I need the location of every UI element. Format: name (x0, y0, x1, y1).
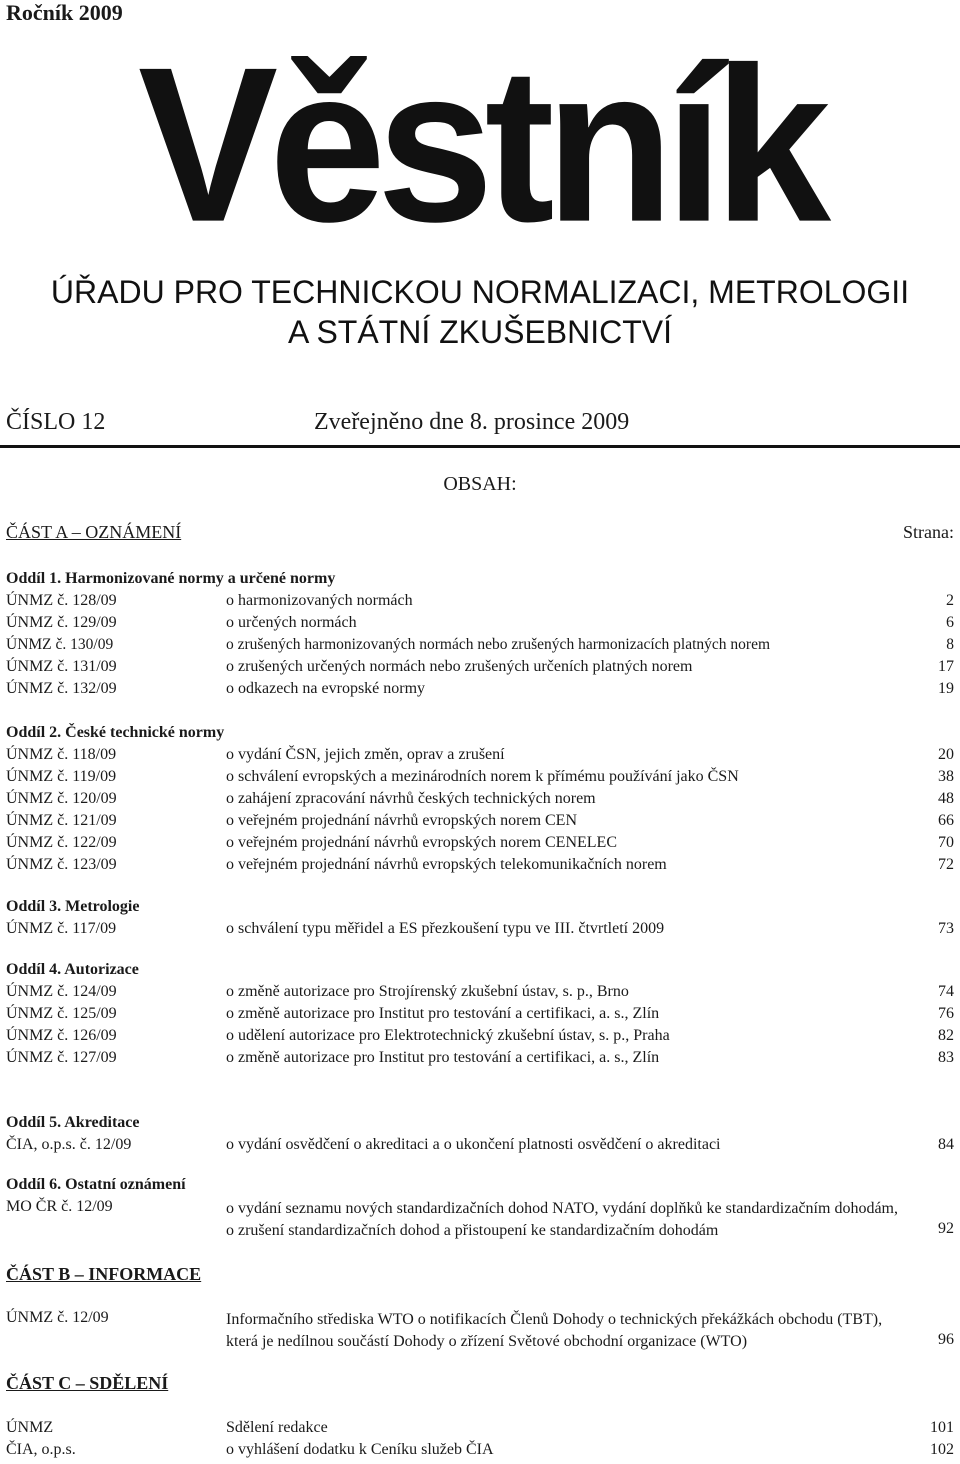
toc-ref: ÚNMZ č. 124/09 (6, 983, 117, 1000)
toc-row[interactable] (6, 1005, 954, 1027)
section-3-heading: Oddíl 3. Metrologie (6, 898, 140, 915)
toc-page: 66 (938, 812, 954, 829)
toc-ref: ÚNMZ č. 128/09 (6, 592, 117, 609)
toc-row[interactable] (6, 1136, 954, 1158)
toc-row[interactable] (6, 856, 954, 878)
office-title (0, 272, 960, 352)
toc-desc: o vydání ČSN, jejich změn, oprav a zrušení (226, 746, 505, 763)
toc-row[interactable] (6, 746, 954, 768)
toc-row[interactable] (6, 834, 954, 856)
toc-page: 6 (946, 614, 954, 631)
page-column-label: Strana: (903, 522, 954, 542)
toc-page: 38 (938, 768, 954, 785)
toc-row[interactable] (6, 812, 954, 834)
toc-desc: Sdělení redakce (226, 1419, 328, 1436)
toc-desc: o určených normách (226, 614, 357, 631)
toc-ref: ČIA, o.p.s. č. 12/09 (6, 1136, 132, 1153)
toc-row[interactable] (6, 1441, 954, 1463)
toc-ref: ÚNMZ č. 130/09 (6, 636, 114, 653)
toc-page: 96 (938, 1331, 954, 1348)
toc-ref: ÚNMZ č. 126/09 (6, 1027, 117, 1044)
toc-page: 84 (938, 1136, 954, 1153)
toc-ref: ÚNMZ č. 125/09 (6, 1005, 117, 1022)
toc-desc: o zrušených harmonizovaných normách nebo zrušených harmonizacích platných norem (226, 636, 771, 653)
toc-page: 74 (938, 983, 954, 1000)
toc-desc: o veřejném projednání návrhů evropských norem CENELEC (226, 834, 617, 851)
toc-page: 73 (938, 920, 954, 937)
toc-page: 83 (938, 1049, 954, 1066)
toc-row[interactable] (6, 1049, 954, 1071)
contents-title: OBSAH: (443, 473, 517, 495)
office-title-line-1: ÚŘADU PRO TECHNICKOU NORMALIZACI, METROLOGII (50, 274, 910, 310)
toc-ref: ÚNMZ č. 121/09 (6, 812, 117, 829)
toc-ref: ÚNMZ č. 118/09 (6, 746, 117, 763)
toc-ref: ÚNMZ (6, 1419, 54, 1436)
toc-page: 19 (938, 680, 954, 697)
toc-page: 102 (930, 1441, 954, 1458)
toc-page: 8 (946, 636, 954, 653)
section-2-heading: Oddíl 2. České technické normy (6, 724, 225, 741)
toc-ref: MO ČR č. 12/09 (6, 1198, 113, 1215)
toc-page: 101 (930, 1419, 954, 1436)
toc-desc: o změně autorizace pro Institut pro testování a certifikaci, a. s., Zlín (226, 1005, 660, 1022)
section-6-heading: Oddíl 6. Ostatní oznámení (6, 1176, 186, 1193)
toc-page: 92 (938, 1220, 954, 1237)
toc-desc: o schválení evropských a mezinárodních norem k přímému používání jako ČSN (226, 768, 739, 785)
toc-row[interactable] (6, 1309, 954, 1353)
toc-ref: ÚNMZ č. 129/09 (6, 614, 117, 631)
toc-ref: ÚNMZ č. 119/09 (6, 768, 117, 785)
section-5-heading: Oddíl 5. Akreditace (6, 1114, 140, 1131)
toc-row[interactable] (6, 983, 954, 1005)
bulletin-logo: Věstník (138, 21, 822, 268)
toc-row[interactable] (6, 592, 954, 614)
toc-ref: ÚNMZ č. 123/09 (6, 856, 117, 873)
office-title-line-2: A STÁTNÍ ZKUŠEBNICTVÍ (287, 314, 673, 350)
toc-row[interactable] (6, 636, 954, 658)
toc-row[interactable] (6, 1198, 954, 1242)
toc-page: 82 (938, 1027, 954, 1044)
toc-ref: ÚNMZ č. 12/09 (6, 1309, 109, 1326)
toc-ref: ČIA, o.p.s. (6, 1441, 76, 1458)
toc-page: 17 (938, 658, 954, 675)
toc-desc: o veřejném projednání návrhů evropských telekomunikačních norem (226, 856, 667, 873)
toc-ref: ÚNMZ č. 117/09 (6, 920, 117, 937)
toc-page: 2 (946, 592, 954, 609)
toc-desc: o změně autorizace pro Strojírenský zkušební ústav, s. p., Brno (226, 983, 629, 1000)
toc-page: 76 (938, 1005, 954, 1022)
toc-row[interactable] (6, 1419, 954, 1441)
toc-row[interactable] (6, 680, 954, 702)
toc-ref: ÚNMZ č. 127/09 (6, 1049, 117, 1066)
volume-year: Ročník 2009 (6, 0, 123, 25)
toc-desc: o vyhlášení dodatku k Ceníku služeb ČIA (226, 1441, 494, 1458)
toc-row[interactable] (6, 614, 954, 636)
toc-desc: o zahájení zpracování návrhů českých technických norem (226, 790, 596, 807)
toc-ref: ÚNMZ č. 122/09 (6, 834, 117, 851)
toc-ref: ÚNMZ č. 131/09 (6, 658, 117, 675)
toc-row[interactable] (6, 920, 954, 942)
part-b-heading: ČÁST B – INFORMACE (6, 1264, 202, 1284)
toc-desc: o vydání seznamu nových standardizačních dohod NATO, vydání doplňků ke standardizačním dohodám, o zrušení standardizačních dohod a přistoupení ke standardizačním dohodám (226, 1200, 898, 1239)
part-a-heading: ČÁST A – OZNÁMENÍ (6, 522, 182, 542)
toc-page: 70 (938, 834, 954, 851)
toc-desc: o odkazech na evropské normy (226, 680, 426, 697)
section-1-heading: Oddíl 1. Harmonizované normy a určené normy (6, 570, 336, 587)
toc-desc: o harmonizovaných normách (226, 592, 413, 609)
publication-date: Zveřejněno dne 8. prosince 2009 (314, 409, 630, 435)
toc-desc: o zrušených určených normách nebo zrušených určeních platných norem (226, 658, 693, 675)
toc-desc: o schválení typu měřidel a ES přezkoušení typu ve III. čtvrtletí 2009 (226, 920, 665, 937)
toc-row[interactable] (6, 1027, 954, 1049)
toc-desc: o veřejném projednání návrhů evropských norem CEN (226, 812, 578, 829)
toc-ref: ÚNMZ č. 120/09 (6, 790, 117, 807)
toc-desc: Informačního střediska WTO o notifikacích Členů Dohody o technických překážkách obchodu (TBT), která je nedílnou součástí Dohody o zřízení Světové obchodní organizace (WTO) (226, 1311, 883, 1350)
toc-row[interactable] (6, 768, 954, 790)
issue-bar (0, 405, 960, 448)
part-c-heading: ČÁST C – SDĚLENÍ (6, 1373, 169, 1393)
toc-desc: o udělení autorizace pro Elektrotechnický zkušební ústav, s. p., Praha (226, 1027, 670, 1044)
issue-number: ČÍSLO 12 (6, 409, 106, 435)
section-4-heading: Oddíl 4. Autorizace (6, 961, 139, 978)
toc-page: 48 (938, 790, 954, 807)
toc-desc: o vydání osvědčení o akreditaci a o ukončení platnosti osvědčení o akreditaci (226, 1136, 721, 1153)
toc-page: 72 (938, 856, 954, 873)
toc-desc: o změně autorizace pro Institut pro testování a certifikaci, a. s., Zlín (226, 1049, 660, 1066)
toc-ref: ÚNMZ č. 132/09 (6, 680, 117, 697)
toc-row[interactable] (6, 658, 954, 680)
toc-row[interactable] (6, 790, 954, 812)
toc-page: 20 (938, 746, 954, 763)
